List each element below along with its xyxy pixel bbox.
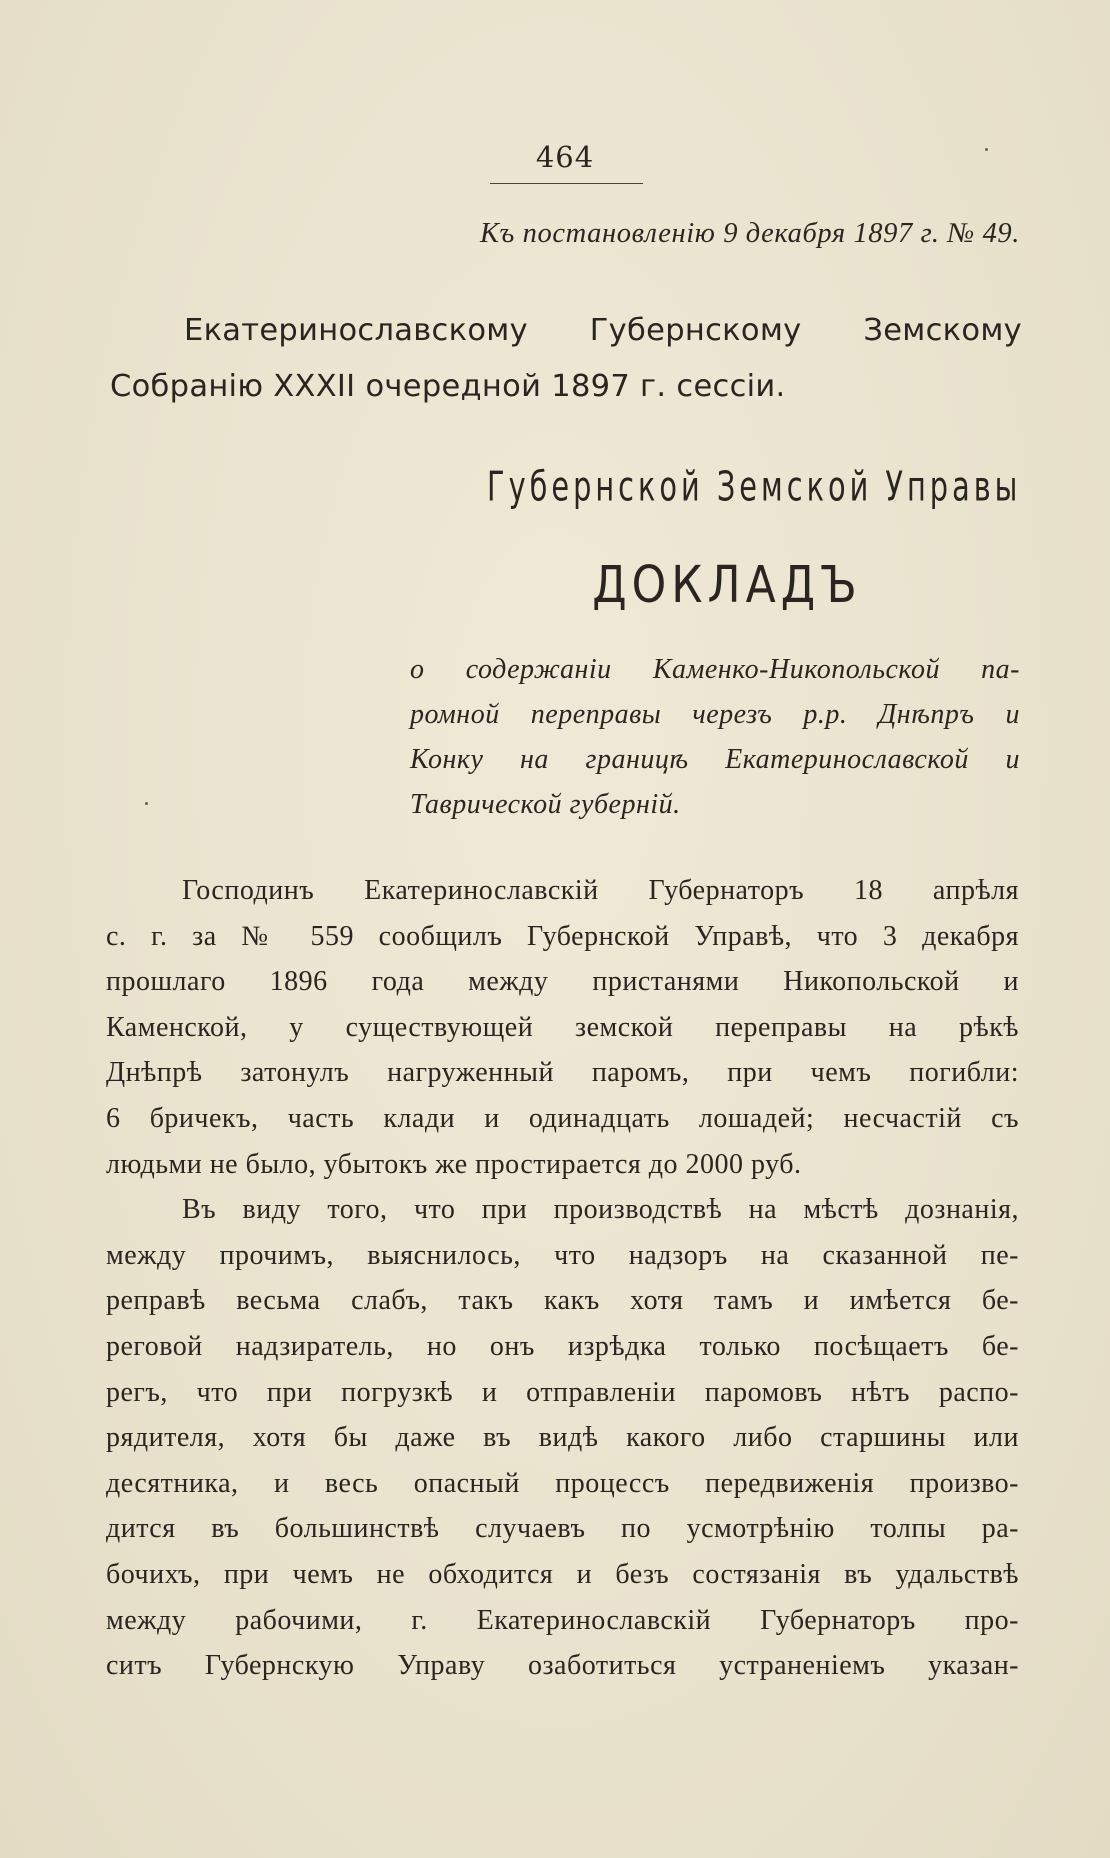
body-line: реговой надзиратель, но онъ изрѣдка только посѣщаетъ бе-: [106, 1330, 1019, 1362]
page-number-rule: [490, 183, 643, 184]
body-line: регъ, что при погрузкѣ и отправленіи паромовъ нѣтъ распо-: [106, 1376, 1019, 1408]
body-line: Каменской, у существующей земской переправы на рѣкѣ: [106, 1011, 1019, 1043]
subject-line: ромной переправы черезъ р.р. Днѣпръ и: [410, 699, 1020, 730]
board-heading: Губернской Земской Управы: [487, 462, 1022, 511]
body-line: ситъ Губернскую Управу озаботиться устраненіемъ указан-: [106, 1650, 1019, 1682]
paragraph-2: [106, 1187, 1019, 1689]
body-line: реправѣ весьма слабъ, такъ какъ хотя тамъ и имѣется бе-: [106, 1285, 1019, 1317]
resolution-reference: Къ постановленію 9 декабря 1897 г. № 49.: [480, 218, 1020, 249]
body-line: Въ виду того, что при производствѣ на мѣстѣ дознанія,: [182, 1194, 1019, 1226]
body-line: рядителя, хотя бы даже въ видѣ какого либо старшины или: [106, 1422, 1019, 1454]
paragraph-1: [106, 868, 1019, 1187]
subject-line: о содержаніи Каменко-Никопольской па-: [410, 654, 1020, 685]
subject-line: Конку на границѣ Екатеринославской и: [410, 744, 1020, 775]
report-subject: [410, 647, 1020, 827]
body-line: бочихъ, при чемъ не обходится и безъ состязанія въ удальствѣ: [106, 1558, 1019, 1590]
page-number: 464: [535, 140, 595, 174]
body-line: между прочимъ, выяснилось, что надзоръ на сказанной пе-: [106, 1239, 1019, 1271]
subject-line: Таврической губерній.: [410, 789, 681, 820]
body-line: прошлаго 1896 года между пристанями Никопольской и: [106, 966, 1019, 998]
body-line: с. г. за № 559 сообщилъ Губернской Управѣ, что 3 декабря: [106, 920, 1019, 952]
report-title: ДОКЛАДЪ: [592, 556, 862, 615]
addressee-line-1: Екатеринославскому Губернскому Земскому: [184, 313, 1022, 348]
paper-speck: [985, 148, 988, 151]
body-line: десятника, и весь опасный процессъ передвиженія произво-: [106, 1467, 1019, 1499]
addressee-line-2: Собранію XXXII очередной 1897 г. сессіи.: [110, 369, 786, 404]
body-line: людьми не было, убытокъ же простирается до 2000 руб.: [106, 1148, 802, 1180]
body-line: между рабочими, г. Екатеринославскій Губернаторъ про-: [106, 1604, 1019, 1636]
body-line: 6 бричекъ, часть клади и одинадцать лошадей; несчастій съ: [106, 1102, 1019, 1134]
body-line: дится въ большинствѣ случаевъ по усмотрѣнію толпы ра-: [106, 1513, 1019, 1545]
paper-speck: [145, 802, 148, 805]
body-line: Господинъ Екатеринославскій Губернаторъ 18 апрѣля: [182, 875, 1019, 906]
addressee-block: [110, 303, 1022, 415]
body-line: Днѣпрѣ затонулъ нагруженный паромъ, при чемъ погибли:: [106, 1057, 1019, 1089]
report-body: [106, 868, 1019, 1689]
